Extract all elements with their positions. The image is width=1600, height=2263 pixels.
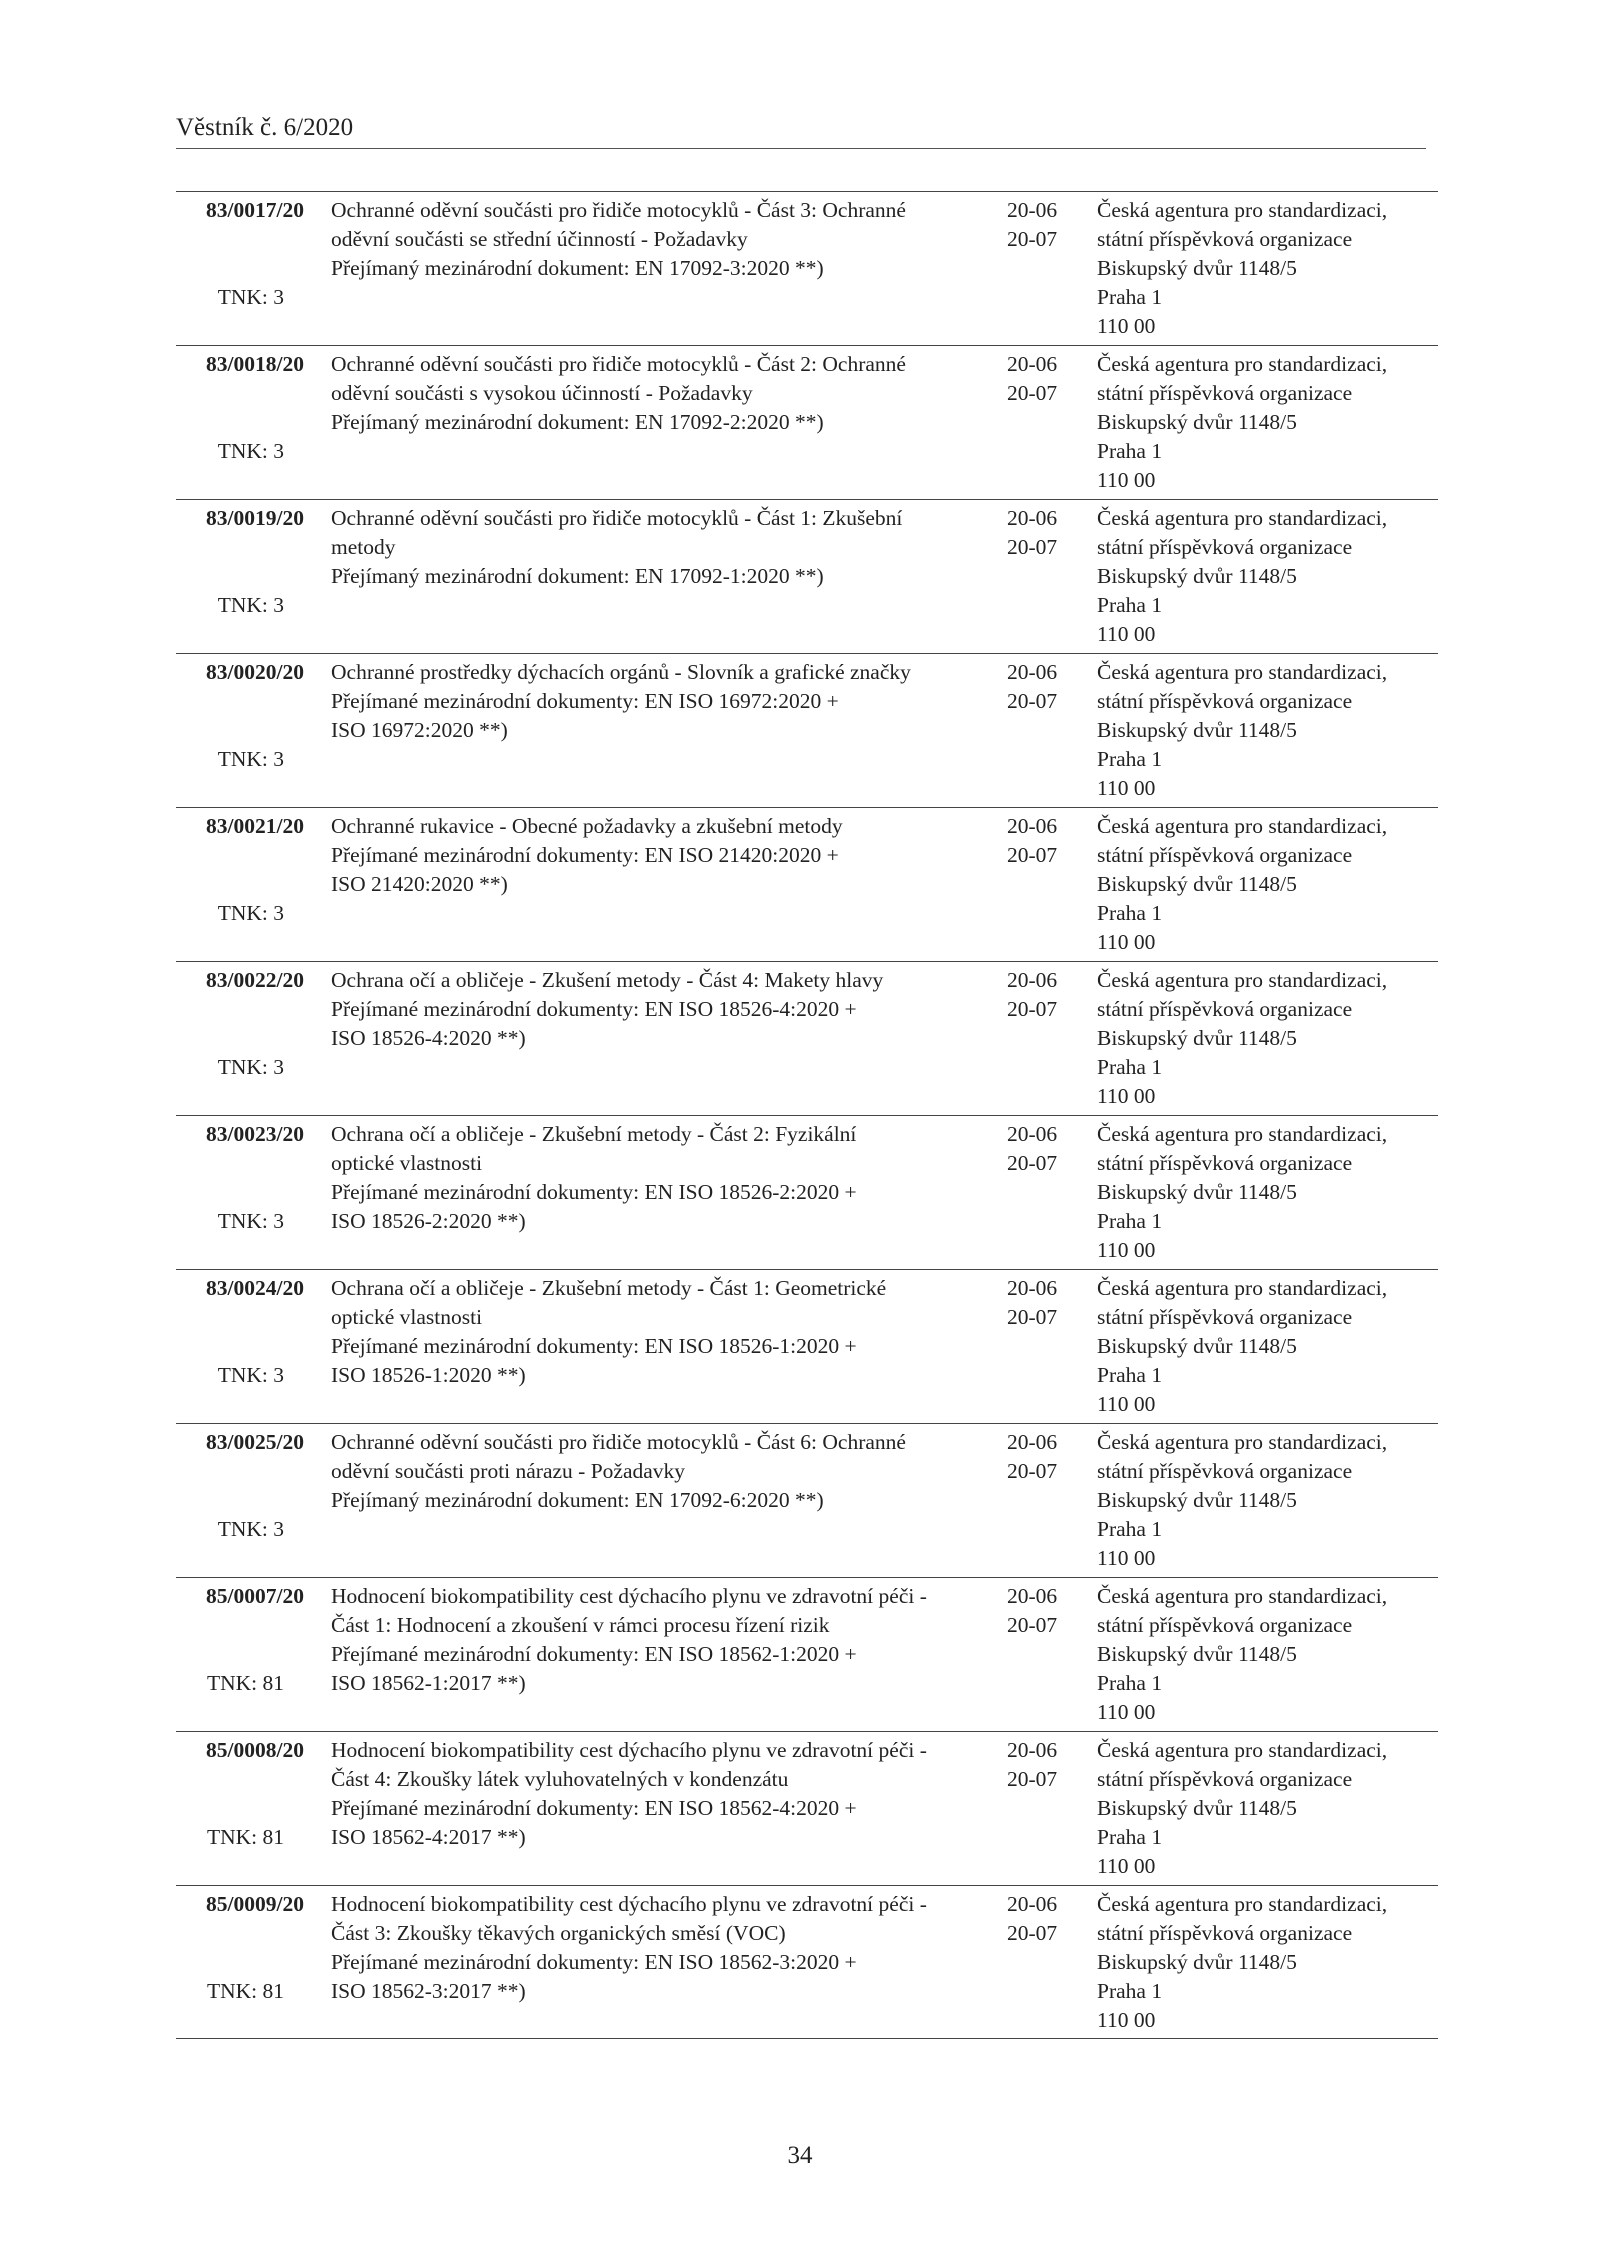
entry-publisher: [1097, 812, 1437, 957]
entry-publisher-line: Praha 1: [1097, 1055, 1163, 1079]
entry-publisher-line: Česká agentura pro standardizaci,: [1097, 814, 1388, 838]
entry-publisher: [1097, 1120, 1437, 1265]
entry-dates-line: 20-06: [1007, 968, 1058, 992]
entry-publisher-line: Praha 1: [1097, 285, 1163, 309]
entry-title-line: Ochranné oděvní součásti pro řidiče motocyklů - Část 2: Ochranné: [331, 352, 906, 376]
entry-title-line: Ochrana očí a obličeje - Zkušební metody - Část 2: Fyzikální: [331, 1122, 857, 1146]
entry-publisher: [1097, 1274, 1437, 1419]
table-row: [176, 961, 1438, 1115]
entry-title-line: ISO 18562-4:2017 **): [331, 1825, 526, 1849]
entry-tnk: TNK: 81: [206, 1825, 284, 1849]
entry-publisher-line: Praha 1: [1097, 1979, 1163, 2003]
entry-dates: [1007, 812, 1077, 870]
entry-id: 83/0018/20: [206, 352, 304, 376]
entry-publisher-line: Praha 1: [1097, 901, 1163, 925]
entry-dates: [1007, 658, 1077, 716]
entry-dates: [1007, 1582, 1077, 1640]
entry-dates: [1007, 350, 1077, 408]
entry-title-line: ISO 16972:2020 **): [331, 718, 508, 742]
entry-tnk: TNK: 3: [217, 439, 284, 463]
entry-title: [331, 504, 981, 591]
entry-dates: [1007, 196, 1077, 254]
entry-title-line: oděvní součásti proti nárazu - Požadavky: [331, 1459, 686, 1483]
entry-dates-line: 20-06: [1007, 1430, 1058, 1454]
entry-tnk: TNK: 3: [217, 593, 284, 617]
entry-publisher-line: Česká agentura pro standardizaci,: [1097, 1738, 1388, 1762]
entry-tnk: TNK: 3: [217, 1517, 284, 1541]
entry-tnk: TNK: 3: [217, 901, 284, 925]
entry-title-line: Přejímané mezinárodní dokumenty: EN ISO 18526-1:2020 +: [331, 1334, 857, 1358]
entry-title-line: Přejímané mezinárodní dokumenty: EN ISO 18526-4:2020 +: [331, 997, 857, 1021]
entry-publisher-line: státní příspěvková organizace: [1097, 689, 1353, 713]
entry-title: [331, 812, 981, 899]
table-row: [176, 807, 1438, 961]
entry-dates-line: 20-07: [1007, 1613, 1058, 1637]
entry-title-line: Přejímané mezinárodní dokumenty: EN ISO 18562-4:2020 +: [331, 1796, 857, 1820]
entry-id: 83/0024/20: [206, 1276, 304, 1300]
table-row: [176, 653, 1438, 807]
entry-title: [331, 1120, 981, 1236]
entry-title: [331, 196, 981, 283]
entry-title-line: optické vlastnosti: [331, 1151, 483, 1175]
entry-dates: [1007, 966, 1077, 1024]
table-row: [176, 1731, 1438, 1885]
page-header: [176, 110, 1426, 149]
entry-publisher-line: 110 00: [1097, 468, 1156, 492]
entry-title-line: Hodnocení biokompatibility cest dýchacího plynu ve zdravotní péči -: [331, 1584, 927, 1608]
entry-publisher: [1097, 1582, 1437, 1727]
entry-title-line: Ochrana očí a obličeje - Zkušební metody - Část 1: Geometrické: [331, 1276, 887, 1300]
entry-publisher-line: Česká agentura pro standardizaci,: [1097, 1892, 1388, 1916]
entry-publisher-line: státní příspěvková organizace: [1097, 843, 1353, 867]
table-row: [176, 1115, 1438, 1269]
entry-title: [331, 1582, 981, 1698]
entry-id: 85/0009/20: [206, 1892, 304, 1916]
entry-title-line: Přejímané mezinárodní dokumenty: EN ISO 18526-2:2020 +: [331, 1180, 857, 1204]
entry-publisher-line: 110 00: [1097, 1392, 1156, 1416]
entry-id: 85/0007/20: [206, 1584, 304, 1608]
entry-dates: [1007, 1428, 1077, 1486]
entry-publisher-line: Biskupský dvůr 1148/5: [1097, 1796, 1297, 1820]
entry-title-line: ISO 18562-1:2017 **): [331, 1671, 526, 1695]
entry-title-line: Přejímaný mezinárodní dokument: EN 17092-3:2020 **): [331, 256, 824, 280]
entry-title: [331, 1274, 981, 1390]
entry-publisher-line: Biskupský dvůr 1148/5: [1097, 256, 1297, 280]
entry-id: 83/0022/20: [206, 968, 304, 992]
standards-table: [176, 191, 1438, 2039]
entry-publisher-line: státní příspěvková organizace: [1097, 1613, 1353, 1637]
entry-publisher-line: 110 00: [1097, 776, 1156, 800]
entry-id: 83/0025/20: [206, 1430, 304, 1454]
table-row: [176, 1577, 1438, 1731]
entry-publisher-line: státní příspěvková organizace: [1097, 227, 1353, 251]
entry-title: [331, 1890, 981, 2006]
entry-publisher-line: 110 00: [1097, 930, 1156, 954]
entry-dates-line: 20-07: [1007, 381, 1058, 405]
entry-title: [331, 1736, 981, 1852]
entry-id: 83/0021/20: [206, 814, 304, 838]
entry-title-line: Přejímaný mezinárodní dokument: EN 17092-1:2020 **): [331, 564, 824, 588]
entry-publisher: [1097, 196, 1437, 341]
entry-dates: [1007, 1274, 1077, 1332]
entry-tnk: TNK: 3: [217, 285, 284, 309]
entry-publisher-line: Praha 1: [1097, 1209, 1163, 1233]
entry-dates-line: 20-06: [1007, 1276, 1058, 1300]
journal-title: Věstník č. 6/2020: [176, 114, 354, 141]
entry-title-line: Přejímané mezinárodní dokumenty: EN ISO 18562-3:2020 +: [331, 1950, 857, 1974]
table-row: [176, 499, 1438, 653]
entry-publisher: [1097, 1428, 1437, 1573]
entry-id: 83/0023/20: [206, 1122, 304, 1146]
entry-title-line: ISO 18526-1:2020 **): [331, 1363, 526, 1387]
entry-title: [331, 1428, 981, 1515]
entry-publisher-line: státní příspěvková organizace: [1097, 1459, 1353, 1483]
entry-publisher-line: státní příspěvková organizace: [1097, 1921, 1353, 1945]
entry-dates-line: 20-06: [1007, 1738, 1058, 1762]
entry-id: 83/0020/20: [206, 660, 304, 684]
entry-dates-line: 20-06: [1007, 1584, 1058, 1608]
entry-title: [331, 966, 981, 1053]
entry-publisher: [1097, 1890, 1437, 2035]
entry-id: 83/0017/20: [206, 198, 304, 222]
entry-publisher-line: 110 00: [1097, 1700, 1156, 1724]
entry-publisher-line: státní příspěvková organizace: [1097, 1305, 1353, 1329]
entry-publisher-line: 110 00: [1097, 314, 1156, 338]
entry-publisher-line: Česká agentura pro standardizaci,: [1097, 1584, 1388, 1608]
entry-title-line: ISO 18526-2:2020 **): [331, 1209, 526, 1233]
entry-title-line: Ochranné oděvní součásti pro řidiče motocyklů - Část 1: Zkušební: [331, 506, 903, 530]
entry-publisher-line: Biskupský dvůr 1148/5: [1097, 1642, 1297, 1666]
entry-publisher-line: Biskupský dvůr 1148/5: [1097, 1180, 1297, 1204]
entry-dates-line: 20-07: [1007, 997, 1058, 1021]
entry-title-line: optické vlastnosti: [331, 1305, 483, 1329]
entry-title: [331, 350, 981, 437]
entry-title: [331, 658, 981, 745]
entry-title-line: Ochrana očí a obličeje - Zkušení metody - Část 4: Makety hlavy: [331, 968, 884, 992]
entry-dates: [1007, 504, 1077, 562]
entry-title-line: Přejímaný mezinárodní dokument: EN 17092-2:2020 **): [331, 410, 824, 434]
entry-publisher-line: státní příspěvková organizace: [1097, 535, 1353, 559]
entry-tnk: TNK: 3: [217, 1055, 284, 1079]
entry-title-line: Přejímané mezinárodní dokumenty: EN ISO 16972:2020 +: [331, 689, 839, 713]
entry-dates-line: 20-07: [1007, 1151, 1058, 1175]
entry-publisher: [1097, 966, 1437, 1111]
table-row: [176, 1885, 1438, 2039]
entry-id: 83/0019/20: [206, 506, 304, 530]
entry-publisher-line: Praha 1: [1097, 747, 1163, 771]
entry-title-line: Hodnocení biokompatibility cest dýchacího plynu ve zdravotní péči -: [331, 1892, 927, 1916]
entry-publisher-line: Biskupský dvůr 1148/5: [1097, 1950, 1297, 1974]
entry-publisher-line: 110 00: [1097, 622, 1156, 646]
entry-tnk: TNK: 3: [217, 747, 284, 771]
entry-publisher: [1097, 658, 1437, 803]
entry-publisher-line: 110 00: [1097, 1854, 1156, 1878]
entry-dates-line: 20-07: [1007, 1921, 1058, 1945]
table-row: [176, 1423, 1438, 1577]
entry-title-line: ISO 21420:2020 **): [331, 872, 508, 896]
entry-dates-line: 20-06: [1007, 352, 1058, 376]
entry-publisher-line: 110 00: [1097, 1238, 1156, 1262]
entry-publisher-line: Biskupský dvůr 1148/5: [1097, 872, 1297, 896]
entry-dates-line: 20-07: [1007, 535, 1058, 559]
entry-publisher-line: Praha 1: [1097, 1825, 1163, 1849]
entry-publisher: [1097, 350, 1437, 495]
entry-publisher-line: Česká agentura pro standardizaci,: [1097, 1430, 1388, 1454]
entry-publisher-line: Biskupský dvůr 1148/5: [1097, 718, 1297, 742]
entry-publisher-line: Praha 1: [1097, 1671, 1163, 1695]
entry-tnk: TNK: 3: [217, 1209, 284, 1233]
entry-dates-line: 20-06: [1007, 1892, 1058, 1916]
entry-dates: [1007, 1890, 1077, 1948]
entry-tnk: TNK: 81: [206, 1979, 284, 2003]
entry-publisher-line: Česká agentura pro standardizaci,: [1097, 1276, 1388, 1300]
entry-publisher-line: Praha 1: [1097, 593, 1163, 617]
entry-publisher: [1097, 1736, 1437, 1881]
entry-dates-line: 20-07: [1007, 843, 1058, 867]
entry-publisher-line: Biskupský dvůr 1148/5: [1097, 410, 1297, 434]
entry-publisher-line: Česká agentura pro standardizaci,: [1097, 1122, 1388, 1146]
entry-publisher-line: Biskupský dvůr 1148/5: [1097, 1488, 1297, 1512]
entry-title-line: Ochranné prostředky dýchacích orgánů - Slovník a grafické značky: [331, 660, 911, 684]
entry-id: 85/0008/20: [206, 1738, 304, 1762]
entry-publisher-line: Česká agentura pro standardizaci,: [1097, 506, 1388, 530]
entry-title-line: Ochranné oděvní součásti pro řidiče motocyklů - Část 6: Ochranné: [331, 1430, 906, 1454]
entry-publisher-line: Česká agentura pro standardizaci,: [1097, 968, 1388, 992]
entry-publisher-line: Biskupský dvůr 1148/5: [1097, 1026, 1297, 1050]
entry-publisher-line: státní příspěvková organizace: [1097, 1767, 1353, 1791]
entry-publisher-line: státní příspěvková organizace: [1097, 1151, 1353, 1175]
entry-dates-line: 20-07: [1007, 1767, 1058, 1791]
table-row: [176, 345, 1438, 499]
entry-dates: [1007, 1120, 1077, 1178]
entry-title-line: Část 4: Zkoušky látek vyluhovatelných v kondenzátu: [331, 1767, 789, 1791]
entry-title-line: Část 1: Hodnocení a zkoušení v rámci procesu řízení rizik: [331, 1613, 830, 1637]
entry-title-line: Hodnocení biokompatibility cest dýchacího plynu ve zdravotní péči -: [331, 1738, 927, 1762]
entry-dates-line: 20-06: [1007, 1122, 1058, 1146]
entry-publisher-line: státní příspěvková organizace: [1097, 997, 1353, 1021]
entry-dates-line: 20-06: [1007, 814, 1058, 838]
table-row: [176, 191, 1438, 345]
entry-title-line: oděvní součásti s vysokou účinností - Požadavky: [331, 381, 753, 405]
entry-publisher-line: Biskupský dvůr 1148/5: [1097, 564, 1297, 588]
entry-dates-line: 20-07: [1007, 1305, 1058, 1329]
entry-publisher-line: Biskupský dvůr 1148/5: [1097, 1334, 1297, 1358]
entry-title-line: ISO 18526-4:2020 **): [331, 1026, 526, 1050]
table-row: [176, 1269, 1438, 1423]
entry-title-line: Přejímané mezinárodní dokumenty: EN ISO 21420:2020 +: [331, 843, 839, 867]
page-number: 34: [787, 2142, 813, 2169]
entry-dates-line: 20-07: [1007, 1459, 1058, 1483]
entry-title-line: Ochranné oděvní součásti pro řidiče motocyklů - Část 3: Ochranné: [331, 198, 906, 222]
entry-publisher: [1097, 504, 1437, 649]
entry-tnk: TNK: 81: [206, 1671, 284, 1695]
entry-publisher-line: Česká agentura pro standardizaci,: [1097, 660, 1388, 684]
entry-tnk: TNK: 3: [217, 1363, 284, 1387]
entry-title-line: Ochranné rukavice - Obecné požadavky a zkušební metody: [331, 814, 843, 838]
entry-publisher-line: 110 00: [1097, 1546, 1156, 1570]
entry-title-line: Přejímané mezinárodní dokumenty: EN ISO 18562-1:2020 +: [331, 1642, 857, 1666]
entry-publisher-line: Praha 1: [1097, 439, 1163, 463]
entry-dates-line: 20-06: [1007, 198, 1058, 222]
entry-dates: [1007, 1736, 1077, 1794]
entry-title-line: Část 3: Zkoušky těkavých organických směsí (VOC): [331, 1921, 786, 1945]
entry-publisher-line: Česká agentura pro standardizaci,: [1097, 352, 1388, 376]
entry-title-line: metody: [331, 535, 396, 559]
entry-dates-line: 20-06: [1007, 506, 1058, 530]
entry-dates-line: 20-07: [1007, 227, 1058, 251]
entry-publisher-line: 110 00: [1097, 2008, 1156, 2032]
entry-publisher-line: Praha 1: [1097, 1517, 1163, 1541]
entry-dates-line: 20-06: [1007, 660, 1058, 684]
entry-publisher-line: Česká agentura pro standardizaci,: [1097, 198, 1388, 222]
entry-publisher-line: 110 00: [1097, 1084, 1156, 1108]
entry-title-line: ISO 18562-3:2017 **): [331, 1979, 526, 2003]
entry-title-line: oděvní součásti se střední účinností - Požadavky: [331, 227, 748, 251]
entry-publisher-line: státní příspěvková organizace: [1097, 381, 1353, 405]
entry-dates-line: 20-07: [1007, 689, 1058, 713]
entry-publisher-line: Praha 1: [1097, 1363, 1163, 1387]
entry-title-line: Přejímaný mezinárodní dokument: EN 17092-6:2020 **): [331, 1488, 824, 1512]
